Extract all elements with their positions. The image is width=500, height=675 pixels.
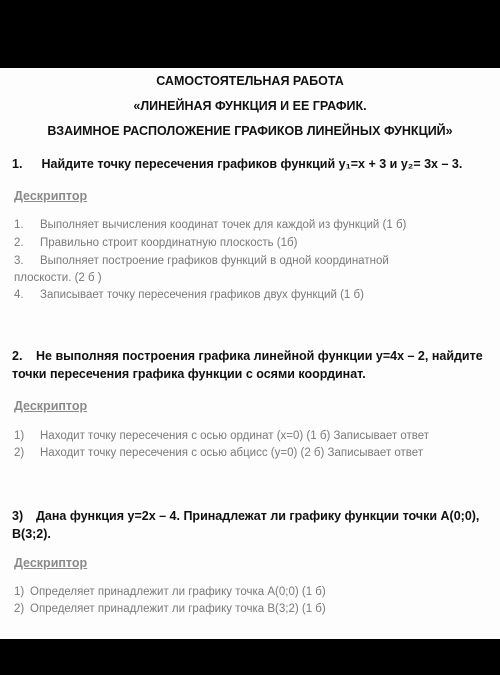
document-page xyxy=(0,68,500,639)
task-1-text: Найдите точку пересечения графиков функций y₁=x + 3 и y₂= 3x – 3. xyxy=(41,157,463,171)
task-1-item-1: 1. Выполняет вычисления коодинат точек для каждой из функций (1 б) xyxy=(14,219,407,231)
task-1-item-2: 2. Правильно строит координатную плоскость (1б) xyxy=(14,237,298,249)
task-3-descriptor-label: Дескриптор xyxy=(14,556,88,570)
task-2-heading xyxy=(12,348,490,365)
task-3-number: 3) xyxy=(12,509,24,523)
task-1-descriptor-label: Дескриптор xyxy=(14,189,88,203)
task-1-item-3: 3. Выполняет построение графиков функций в одной координатной xyxy=(14,255,389,267)
task-1-number: 1. xyxy=(12,157,23,171)
task-1-item-3-continued: плоскости. (2 б ) xyxy=(14,272,102,284)
task-3-text-line-2: B(3;2). xyxy=(12,527,51,541)
task-1-item-4: 4. Записывает точку пересечения графиков двух функций (1 б) xyxy=(14,289,364,301)
task-2-text-line-1: Не выполняя построения графика линейной функции y=4x – 2, найдите xyxy=(36,349,483,363)
task-3-item-2: 2) Определяет принадлежит ли графику точка B(3;2) (1 б) xyxy=(14,603,326,615)
task-2-item-2: 2) Находит точку пересечения с осью абцисс (y=0) (2 б) Записывает ответ xyxy=(14,447,424,459)
task-3-heading xyxy=(12,508,490,525)
task-2-text-line-2: точки пересечения графика функции с осями координат. xyxy=(12,367,366,381)
document-subtitle-line-1: «ЛИНЕЙНАЯ ФУНКЦИЯ И ЕЕ ГРАФИК. xyxy=(133,99,367,113)
document-subtitle-line-2: ВЗАИМНОЕ РАСПОЛОЖЕНИЕ ГРАФИКОВ ЛИНЕЙНЫХ ФУНКЦИЙ» xyxy=(47,124,453,138)
task-1-heading xyxy=(12,156,490,173)
task-2-number: 2. xyxy=(12,349,23,363)
task-2-item-1: 1) Находит точку пересечения с осью ординат (x=0) (1 б) Записывает ответ xyxy=(14,430,430,442)
document-title: САМОСТОЯТЕЛЬНАЯ РАБОТА xyxy=(156,74,344,88)
task-3-text-line-1: Дана функция y=2x – 4. Принадлежат ли графику функции точки A(0;0), xyxy=(36,509,480,523)
task-3-item-1: 1) Определяет принадлежит ли графику точка A(0;0) (1 б) xyxy=(14,586,326,598)
task-2-descriptor-label: Дескриптор xyxy=(14,399,88,413)
